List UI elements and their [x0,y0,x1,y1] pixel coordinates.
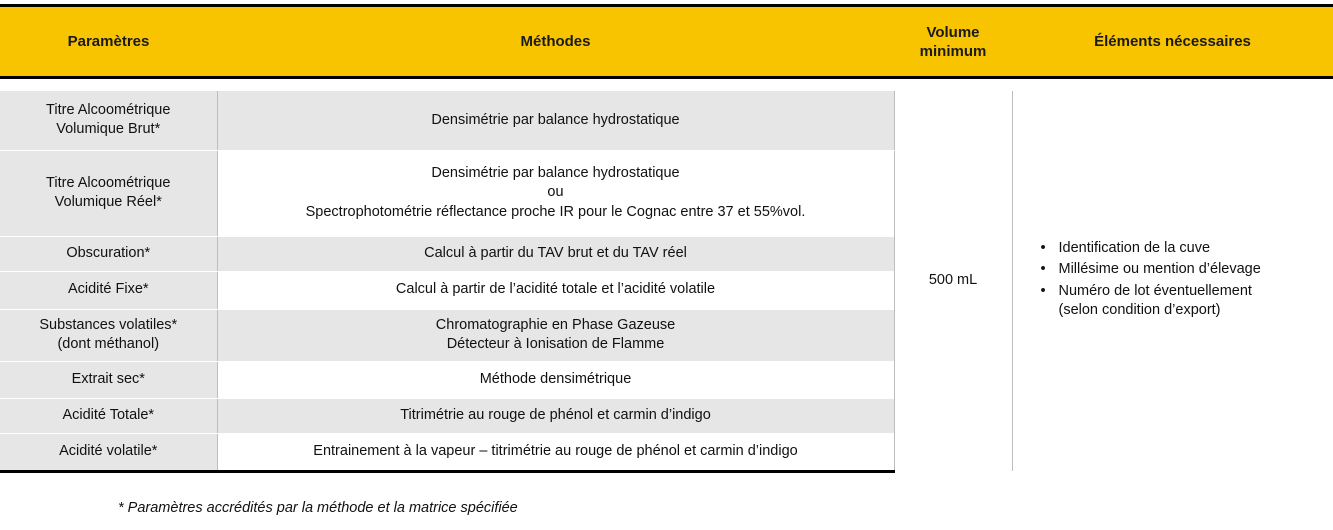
method-text: Entrainement à la vapeur – titrimétrie au rouge de phénol et carmin d’indigo [313,442,798,459]
parameter-text: Extrait sec* [71,370,145,387]
parameter-cell [0,433,217,471]
accreditation-table-container [0,4,1333,473]
method-text: Calcul à partir de l’acidité totale et l’acidité volatile [395,281,716,298]
parameter-text: Titre Alcoométrique [46,101,171,118]
method-cell [217,271,894,309]
method-cell [217,150,894,236]
parameter-cell [0,91,217,150]
header-volume-line2: minimum [919,42,987,60]
volume-minimum-value: 500 mL [928,272,978,288]
method-text: Densimétrie par balance hydrostatique [431,111,680,128]
parameter-text: Acidité volatile* [59,442,158,459]
parameter-text: (dont méthanol) [57,336,160,352]
header-methodes: Méthodes [217,6,894,78]
method-cell [217,398,894,433]
volume-minimum-cell [894,91,1012,471]
parameter-text: Substances volatiles* [39,316,178,333]
method-text: Chromatographie en Phase Gazeuse [435,316,676,333]
method-text: Méthode densimétrique [479,370,632,387]
method-text: Densimétrie par balance hydrostatique [431,164,680,181]
method-cell [217,91,894,150]
parameter-cell [0,236,217,271]
method-cell [217,433,894,471]
method-cell [217,236,894,271]
parameter-cell [0,150,217,236]
header-row [0,6,1333,78]
table-row [0,91,1333,150]
element-text: Numéro de lot éventuellement [1058,282,1252,299]
element-text: Millésime ou mention d’élevage [1058,261,1261,278]
method-cell [217,361,894,398]
header-parametres: Paramètres [0,6,217,78]
parameter-cell [0,398,217,433]
parameter-cell [0,271,217,309]
parameter-text: Titre Alcoométrique [46,174,171,191]
parameter-text: Obscuration* [66,244,151,261]
method-cell [217,309,894,361]
parameter-cell [0,309,217,361]
elements-list [1041,239,1324,321]
method-text: Calcul à partir du TAV brut et du TAV réel [424,244,687,261]
parameter-text: Acidité Totale* [62,406,155,423]
element-text: Identification de la cuve [1058,239,1211,256]
parameter-text: Volumique Brut* [56,121,161,138]
list-item [1041,260,1324,280]
element-text: (selon condition d’export) [1058,302,1221,319]
method-text: Titrimétrie au rouge de phénol et carmin d’indigo [400,406,711,423]
header-volume-minimum [894,6,1012,78]
method-text: ou [547,184,564,201]
header-elements-necessaires: Éléments nécessaires [1012,6,1333,78]
parameter-text: Acidité Fixe* [67,281,149,298]
list-item [1041,239,1324,259]
parameter-cell [0,361,217,398]
parameters-table [0,4,1333,473]
method-text: Spectrophotométrie réflectance proche IR pour le Cognac entre 37 et 55%vol. [305,203,806,220]
method-text: Détecteur à Ionisation de Flamme [446,336,665,352]
list-item [1041,282,1324,321]
footnote: * Paramètres accrédités par la méthode et la matrice spécifiée [118,500,518,516]
table-header [0,6,1333,78]
parameter-text: Volumique Réel* [54,194,162,210]
header-volume-line1: Volume [926,23,980,41]
header-spacer [0,78,1333,92]
elements-necessaires-cell [1012,91,1333,471]
table-body [0,91,1333,471]
